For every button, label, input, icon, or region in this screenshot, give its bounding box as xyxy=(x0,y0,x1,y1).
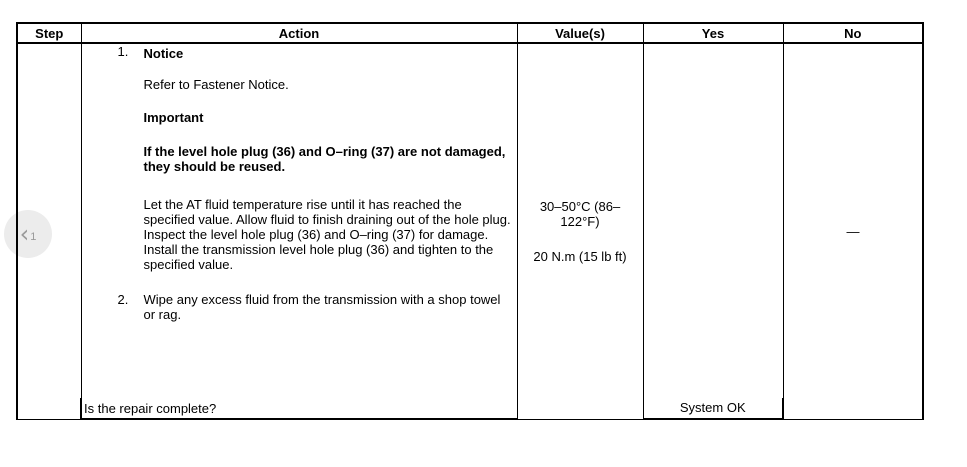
header-no: No xyxy=(783,23,923,43)
action-steps xyxy=(82,44,517,322)
diagnostic-table xyxy=(16,22,924,420)
step-2-instruction: Wipe any excess fluid from the transmission with a shop towel or rag. xyxy=(143,292,501,322)
list-item xyxy=(82,292,517,322)
important-text: If the level hole plug (36) and O–ring (37) are not damaged, they should be reused. xyxy=(143,144,506,174)
header-values: Value(s) xyxy=(517,23,643,43)
chevron-left-icon: ‹ xyxy=(19,220,30,248)
notice-text: Refer to Fastener Notice. xyxy=(143,77,289,92)
notice-heading: Notice xyxy=(143,46,184,61)
no-value: — xyxy=(846,223,860,239)
step-1-instruction: Let the AT fluid temperature rise until it has reached the specified value. Allow fluid to finish draining out of the hole plug. Inspect the level hole plug (36) and O–ring (37) for damage. Install the transmission level hole plug (36) and tighten to the specified value. xyxy=(143,197,511,272)
table-row xyxy=(17,43,923,398)
header-step: Step xyxy=(17,23,81,43)
step-1-number: 1. xyxy=(117,44,129,59)
header-yes: Yes xyxy=(643,23,783,43)
question-text: Is the repair complete? xyxy=(81,398,517,419)
header-action: Action xyxy=(81,23,517,43)
temperature-value: 30–50°C (86–122°F) xyxy=(539,198,621,229)
header-row xyxy=(17,23,923,43)
yes-result: System OK xyxy=(643,398,783,419)
step-number-cell xyxy=(17,43,81,419)
values-cell xyxy=(517,43,643,419)
step-2-number: 2. xyxy=(117,292,129,307)
action-cell xyxy=(81,43,517,398)
yes-cell xyxy=(643,43,783,398)
torque-value: 20 N.m (15 lb ft) xyxy=(533,248,627,264)
list-item xyxy=(82,44,517,272)
page-number: 1 xyxy=(30,231,37,243)
important-heading: Important xyxy=(143,110,204,125)
no-cell xyxy=(783,43,923,419)
